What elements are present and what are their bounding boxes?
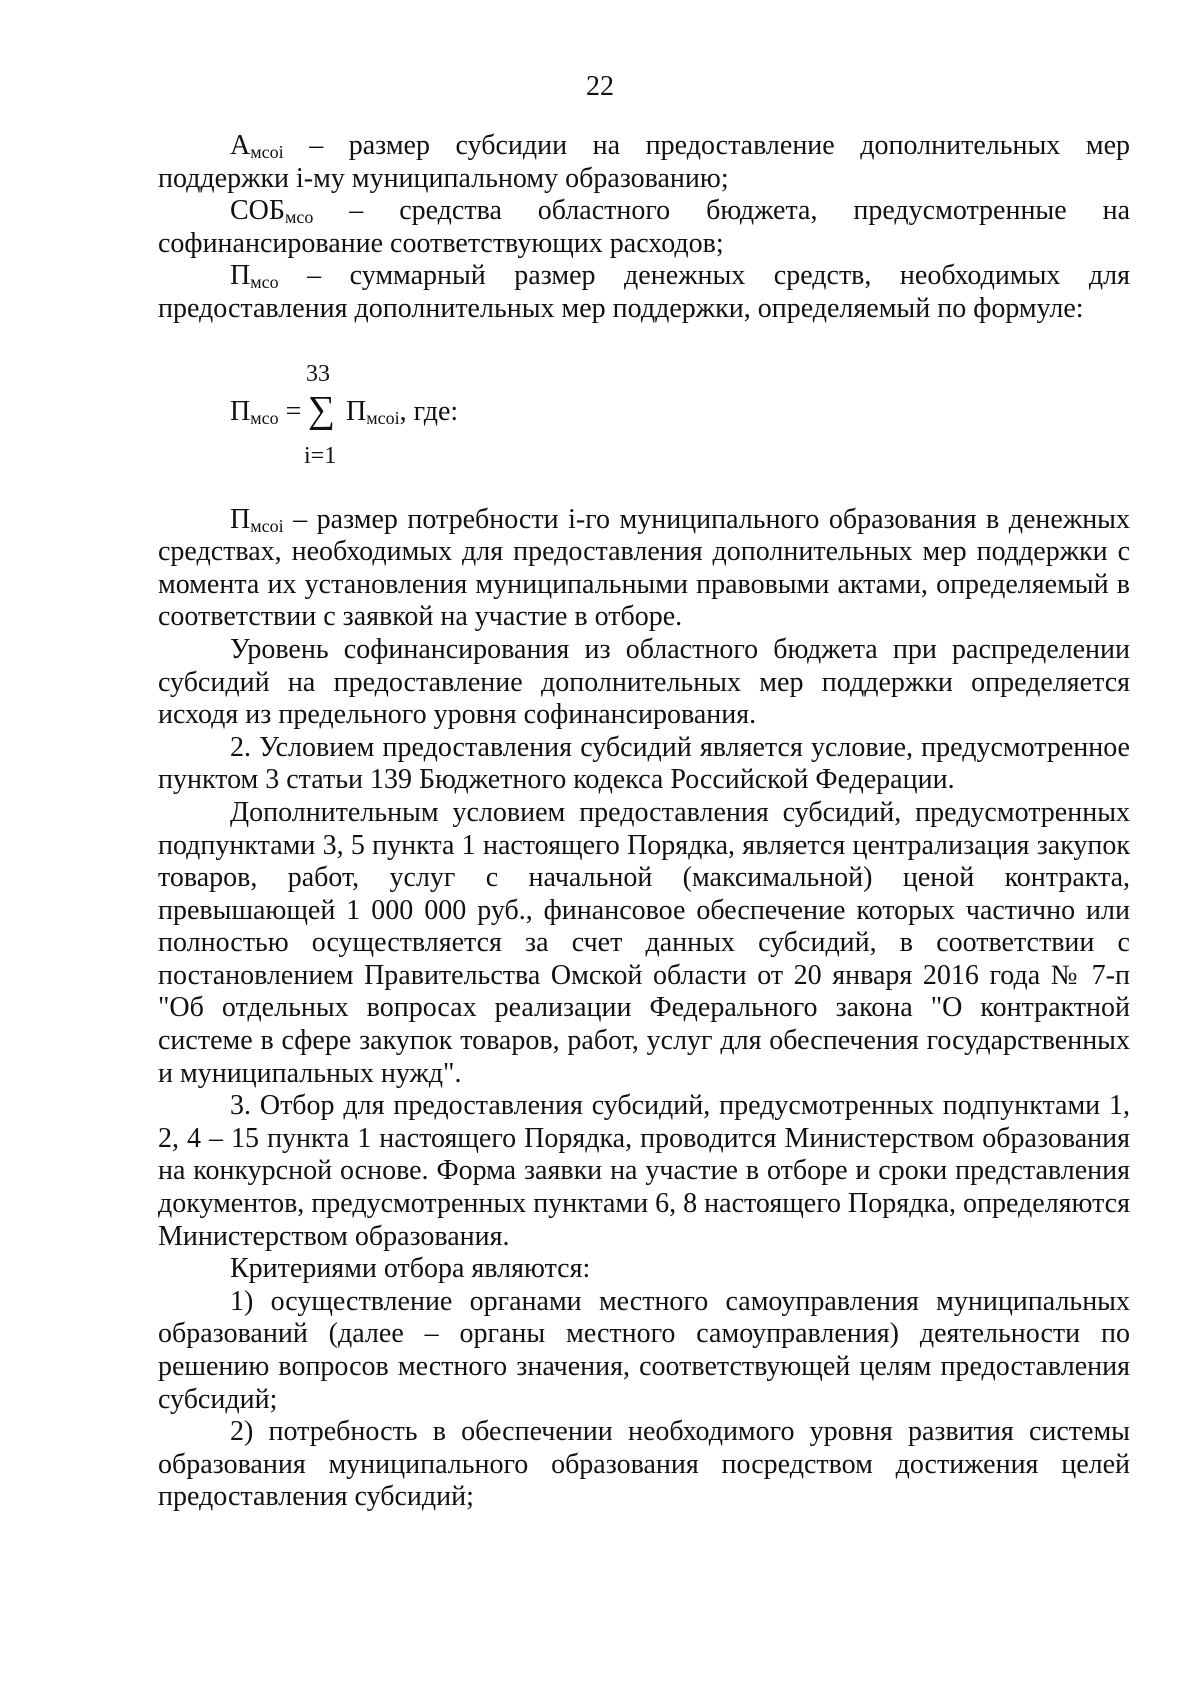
formula-lhs-subscript: мсо <box>250 407 279 428</box>
definition-pi <box>158 504 1130 634</box>
formula-lower-limit: i=1 <box>304 442 337 469</box>
definition-p <box>158 260 1130 325</box>
definition-pi-subscript: мсоi <box>250 515 284 536</box>
definition-p-subscript: мсо <box>250 272 279 293</box>
definition-sob-text: – средства областного бюджета, предусмотренные на софинансирование соответствующих расходов; <box>158 195 1130 259</box>
criterion-2: 2) потребность в обеспечении необходимого уровня развития системы образования муниципального образования посредством достижения целей предоставления субсидий; <box>158 1416 1130 1513</box>
definition-sob-symbol: СОБ <box>230 195 285 227</box>
paragraph-cofinancing-level: Уровень софинансирования из областного бюджета при распределении субсидий на предоставление дополнительных мер поддержки определяется исходя из предельного уровня софинансирования. <box>158 633 1130 731</box>
definition-p-text: – суммарный размер денежных средств, необходимых для предоставления дополнительных мер поддержки, определяемый по формуле: <box>158 260 1130 324</box>
formula-rhs <box>346 396 458 429</box>
formula-lhs-symbol: П <box>230 395 251 427</box>
paragraph-criteria-heading: Критериями отбора являются: <box>230 1253 591 1285</box>
sum-formula <box>158 360 1130 470</box>
definition-a-subscript: мсоi <box>250 142 284 162</box>
document-body <box>158 130 1130 1514</box>
formula-upper-limit: 33 <box>306 360 330 387</box>
formula-rhs-symbol: П <box>346 395 367 427</box>
definition-a <box>158 130 1130 195</box>
definition-a-text: – размер субсидии на предоставление дополнительных мер поддержки i-му муниципальному образованию; <box>158 130 1130 194</box>
definition-pi-symbol: П <box>230 503 251 535</box>
criterion-1: 1) осуществление органами местного самоуправления муниципальных образований (далее – органы местного самоуправления) деятельности по решению вопросов местного значения, соответствующей целям предоставления субсидий; <box>158 1285 1130 1415</box>
sigma-symbol: ∑ <box>308 388 336 431</box>
paragraph-2-condition: 2. Условием предоставления субсидий является условие, предусмотренное пунктом 3 статьи 139 Бюджетного кодекса Российской Федерации. <box>158 731 1130 796</box>
definition-sob-subscript: мсо <box>284 207 314 228</box>
page-number: 22 <box>586 71 614 102</box>
formula-equals: = <box>278 395 302 427</box>
formula-rhs-subscript: мсоi <box>366 407 400 428</box>
formula-tail: , где: <box>399 395 459 427</box>
definition-pi-text: – размер потребности i-го муниципального образования в денежных средствах, необходимых для предоставления дополнительных мер поддержки с момента их установления муниципальными правовыми актами, определяемый в соответствии с заявкой на участие в отборе. <box>158 503 1130 633</box>
definition-a-symbol: А <box>230 130 251 161</box>
definition-p-symbol: П <box>230 260 251 292</box>
paragraph-3-selection: 3. Отбор для предоставления субсидий, предусмотренных подпунктами 1, 2, 4 – 15 пункта 1 настоящего Порядка, проводится Министерством образования на конкурсной основе. Форма заявки на участие в отборе и сроки представления документов, предусмотренных пунктами 6, 8 настоящего Порядка, определяются Министерством образования. <box>158 1090 1130 1252</box>
definition-sob <box>158 195 1130 260</box>
formula-lhs <box>230 396 301 429</box>
paragraph-additional-condition: Дополнительным условием предоставления субсидий, предусмотренных подпунктами 3, 5 пункта 1 настоящего Порядка, является централизация закупок товаров, работ, услуг с начальной (максимальной) ценой контракта, превышающей 1 000 000 руб., финансовое обеспечение которых частично или полностью осуществляется за счет данных субсидий, в соответствии с постановлением Правительства Омской области от 20 января 2016 года № 7-п "Об отдельных вопросах реализации Федерального закона "О контрактной системе в сфере закупок товаров, работ, услуг для обеспечения государственных и муниципальных нужд". <box>158 796 1130 1089</box>
